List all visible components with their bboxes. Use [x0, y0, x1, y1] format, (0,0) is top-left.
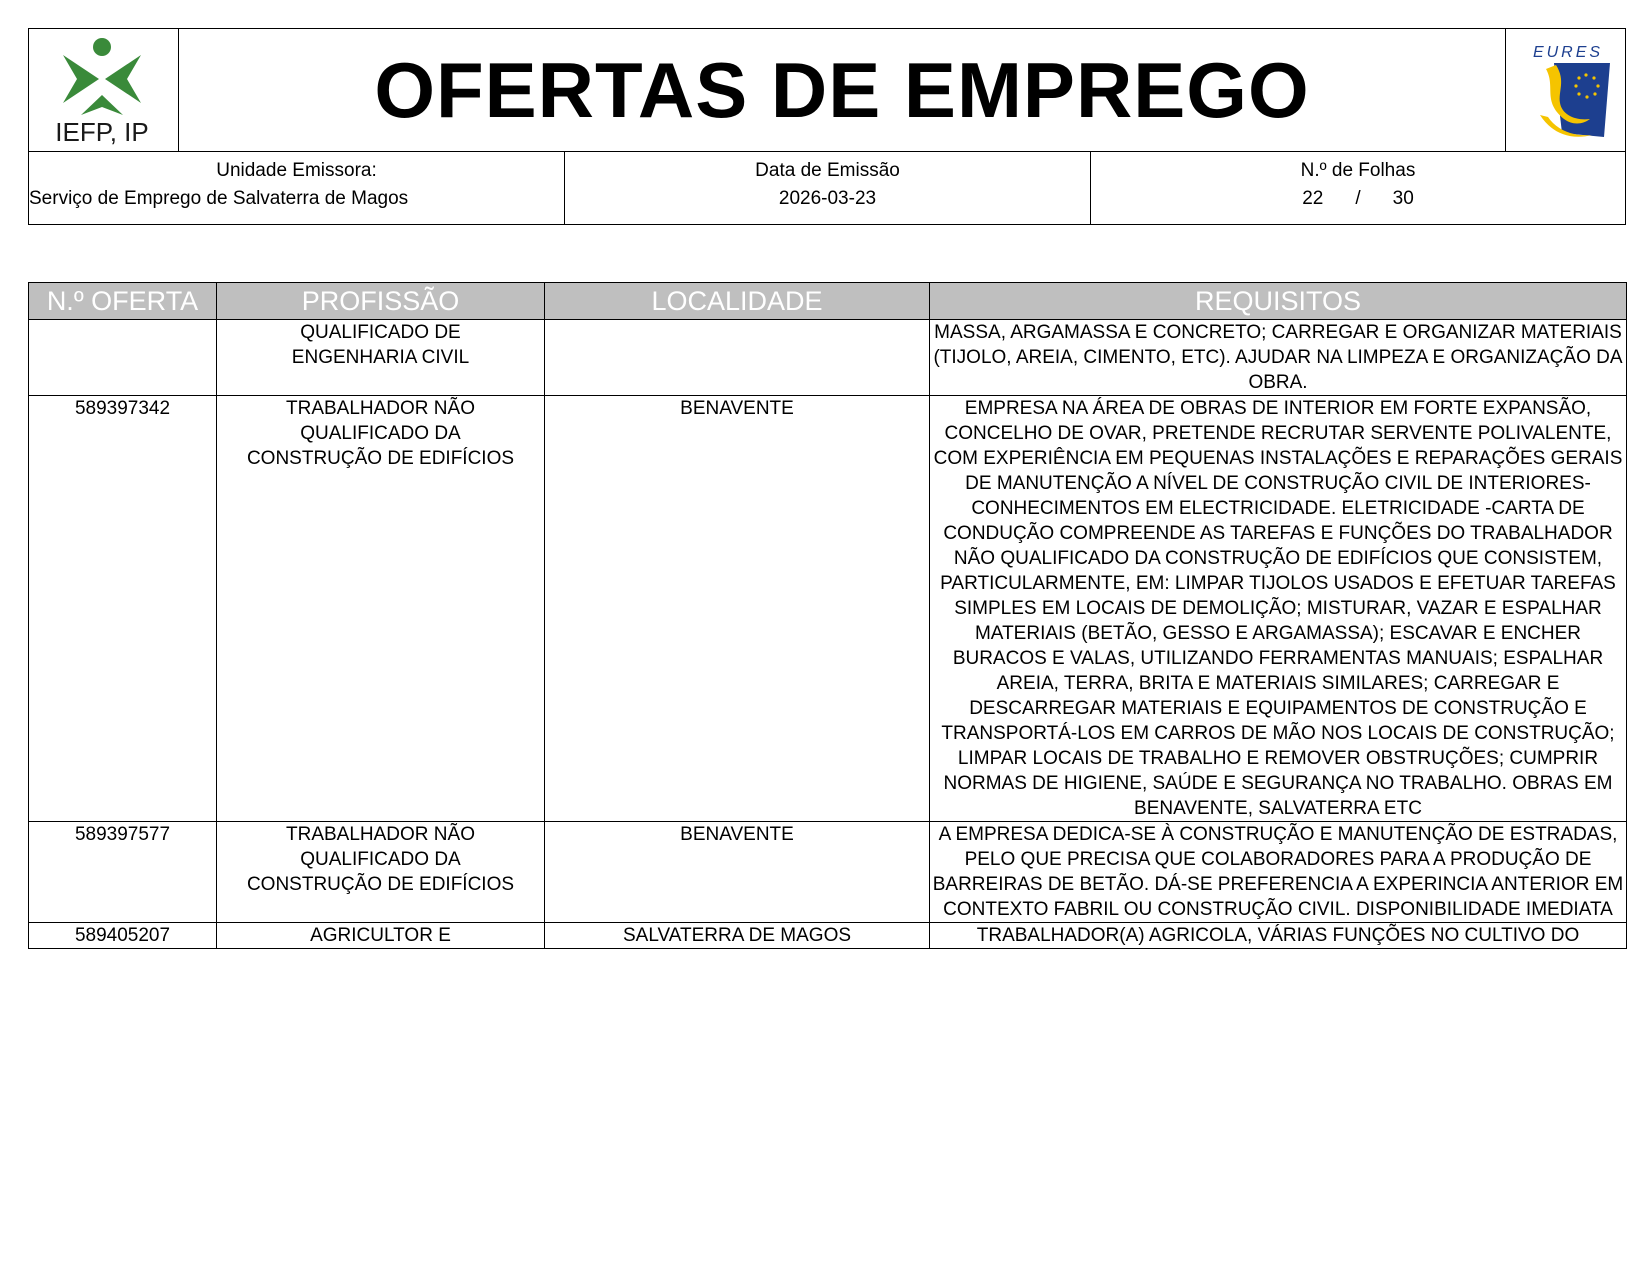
- sheets-value: [1091, 188, 1625, 210]
- page-title: OFERTAS DE EMPREGO: [374, 45, 1310, 134]
- issue-date-cell: [565, 152, 1091, 225]
- table-row: [29, 822, 1627, 923]
- job-offers-table: [28, 282, 1627, 949]
- sheets-label: N.º de Folhas: [1300, 160, 1416, 181]
- cell-profissao: TRABALHADOR NÃO QUALIFICADO DA CONSTRUÇÃO DE EDIFÍCIOS: [217, 396, 545, 822]
- column-header-profissao: PROFISSÃO: [217, 283, 545, 320]
- table-row: [29, 320, 1627, 396]
- table-row: [29, 923, 1627, 949]
- sheet-current: 22: [1302, 188, 1324, 209]
- table-row: [29, 396, 1627, 822]
- eures-logo-icon: [1506, 29, 1625, 149]
- cell-oferta: [29, 320, 217, 396]
- issuing-unit-cell: [29, 152, 565, 225]
- cell-localidade: BENAVENTE: [545, 822, 930, 923]
- column-header-oferta: N.º OFERTA: [29, 283, 217, 320]
- eures-logo-text: EURES: [1532, 44, 1604, 61]
- cell-localidade: SALVATERRA DE MAGOS: [545, 923, 930, 949]
- table-header-row: [29, 283, 1627, 320]
- cell-localidade: [545, 320, 930, 396]
- cell-oferta: 589397577: [29, 822, 217, 923]
- cell-profissao: TRABALHADOR NÃO QUALIFICADO DA CONSTRUÇÃO DE EDIFÍCIOS: [217, 822, 545, 923]
- cell-oferta: 589397342: [29, 396, 217, 822]
- cell-requisitos: EMPRESA NA ÁREA DE OBRAS DE INTERIOR EM FORTE EXPANSÃO, CONCELHO DE OVAR, PRETENDE RECRUTAR SERVENTE POLIVALENTE, COM EXPERIÊNCIA EM PEQUENAS INSTALAÇÕES E REPARAÇÕES GERAIS DE MANUTENÇÃO A NÍVEL DE CONSTRUÇÃO CIVIL DE INTERIORES-CONHECIMENTOS EM ELECTRICIDADE. ELETRICIDADE -CARTA DE CONDUÇÃO COMPREENDE AS TAREFAS E FUNÇÕES DO TRABALHADOR NÃO QUALIFICADO DA CONSTRUÇÃO DE EDIFÍCIOS QUE CONSISTEM, PARTICULARMENTE, EM: LIMPAR TIJOLOS USADOS E EFETUAR TAREFAS SIMPLES EM LOCAIS DE DEMOLIÇÃO; MISTURAR, VAZAR E ESPALHAR MATERIAIS (BETÃO, GESSO E ARGAMASSA); ESCAVAR E ENCHER BURACOS E VALAS, UTILIZANDO FERRAMENTAS MANUAIS; ESPALHAR AREIA, TERRA, BRITA E MATERIAIS SIMILARES; CARREGAR E DESCARREGAR MATERIAIS E EQUIPAMENTOS DE CONSTRUÇÃO E TRANSPORTÁ-LOS EM CARROS DE MÃO NOS LOCAIS DE CONSTRUÇÃO; LIMPAR LOCAIS DE TRABALHO E REMOVER OBSTRUÇÕES; CUMPRIR NORMAS DE HIGIENE, SAÚDE E SEGURANÇA NO TRABALHO. OBRAS EM BENAVENTE, SALVATERRA ETC: [930, 396, 1627, 822]
- cell-profissao: AGRICULTOR E: [217, 923, 545, 949]
- cell-requisitos: TRABALHADOR(A) AGRICOLA, VÁRIAS FUNÇÕES NO CULTIVO DO: [930, 923, 1627, 949]
- cell-localidade: BENAVENTE: [545, 396, 930, 822]
- cell-requisitos: MASSA, ARGAMASSA E CONCRETO; CARREGAR E ORGANIZAR MATERIAIS (TIJOLO, AREIA, CIMENTO, ETC). AJUDAR NA LIMPEZA E ORGANIZAÇÃO DA OBRA.: [930, 320, 1627, 396]
- cell-oferta: 589405207: [29, 923, 217, 949]
- header-info-row: [29, 151, 1625, 224]
- sheet-total: 30: [1392, 188, 1414, 209]
- eures-logo: [1505, 29, 1626, 151]
- column-header-requisitos: REQUISITOS: [930, 283, 1627, 320]
- column-header-localidade: LOCALIDADE: [545, 283, 930, 320]
- sheets-cell: [1091, 152, 1625, 225]
- title-cell: [179, 29, 1505, 151]
- issue-date-value: 2026-03-23: [778, 188, 877, 209]
- cell-profissao: QUALIFICADO DE ENGENHARIA CIVIL: [217, 320, 545, 396]
- document-header: [28, 28, 1626, 225]
- iefp-logo-text: IEFP, IP: [55, 117, 149, 147]
- iefp-logo: [29, 29, 179, 151]
- issuing-unit-value: Serviço de Emprego de Salvaterra de Magos: [29, 188, 409, 209]
- issuing-unit-label: Unidade Emissora:: [216, 160, 377, 181]
- cell-requisitos: A EMPRESA DEDICA-SE À CONSTRUÇÃO E MANUTENÇÃO DE ESTRADAS, PELO QUE PRECISA QUE COLABORADORES PARA A PRODUÇÃO DE BARREIRAS DE BETÃO. DÁ-SE PREFERENCIA A EXPERINCIA ANTERIOR EM CONTEXTO FABRIL OU CONSTRUÇÃO CIVIL. DISPONIBILIDADE IMEDIATA: [930, 822, 1627, 923]
- sheet-separator: /: [1355, 188, 1361, 209]
- issue-date-label: Data de Emissão: [755, 160, 900, 181]
- iefp-logo-icon: [29, 29, 177, 149]
